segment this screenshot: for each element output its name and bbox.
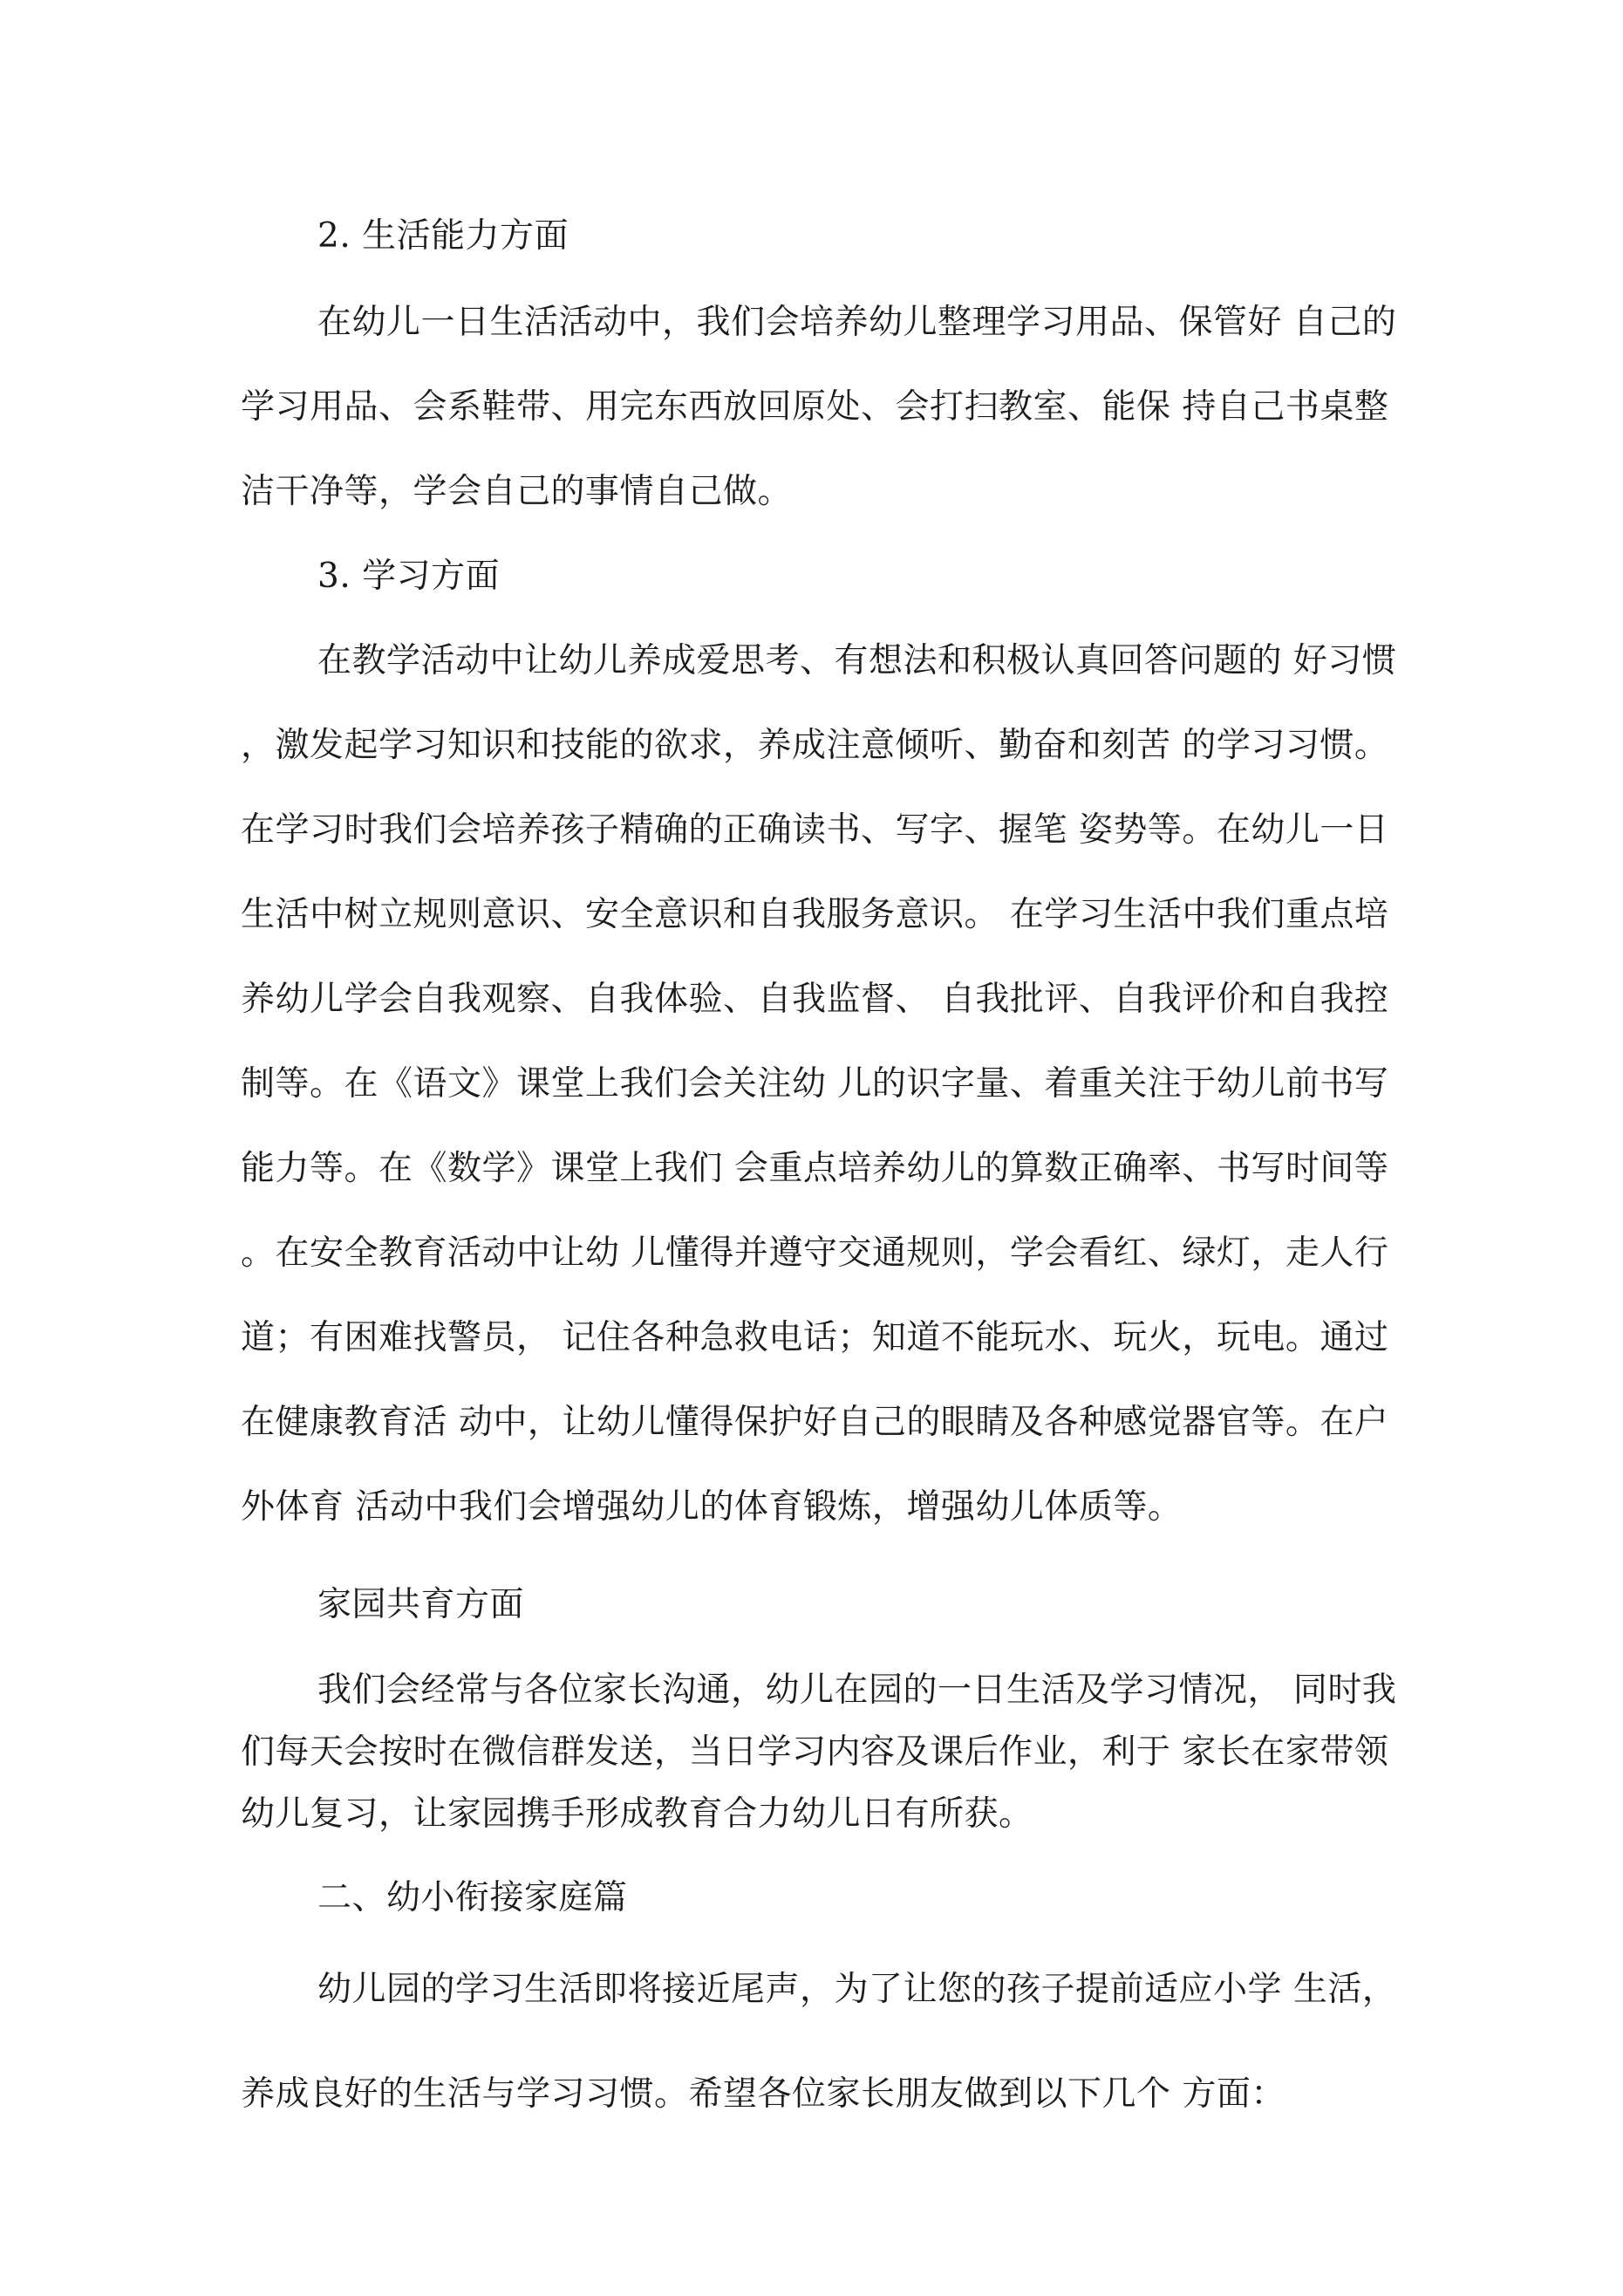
paragraph-line: 洁干净等，学会自己的事情自己做。 bbox=[241, 472, 793, 511]
paragraph-line: 外体育 活动中我们会增强幼儿的体育锻炼，增强幼儿体质等。 bbox=[241, 1487, 1183, 1527]
paragraph-line: 。在安全教育活动中让幼 儿懂得并遵守交通规则，学会看红、绿灯，走人行 bbox=[241, 1233, 1389, 1273]
paragraph-line: 在学习时我们会培养孩子精确的正确读书、写字、握笔 姿势等。在幼儿一日 bbox=[241, 810, 1389, 850]
paragraph-line: 幼儿园的学习生活即将接近尾声，为了让您的孩子提前适应小学 生活， bbox=[317, 1970, 1397, 2009]
paragraph-line: 学习用品、会系鞋带、用完东西放回原处、会打扫教室、能保 持自己书桌整 bbox=[241, 387, 1389, 427]
section-heading-family: 二、幼小衔接家庭篇 bbox=[317, 1878, 628, 1917]
paragraph-line: 在教学活动中让幼儿养成爱思考、有想法和积极认真回答问题的 好习惯 bbox=[317, 641, 1397, 680]
paragraph-line: 生活中树立规则意识、安全意识和自我服务意识。 在学习生活中我们重点培 bbox=[241, 895, 1389, 934]
paragraph-line: 在幼儿一日生活活动中，我们会培养幼儿整理学习用品、保管好 自己的 bbox=[317, 303, 1397, 342]
paragraph-line: 们每天会按时在微信群发送，当日学习内容及课后作业，利于 家长在家带领 bbox=[241, 1732, 1389, 1772]
paragraph-line: ，激发起学习知识和技能的欲求，养成注意倾听、勤奋和刻苦 的学习习惯。 bbox=[241, 726, 1389, 765]
paragraph-line: 能力等。在《数学》课堂上我们 会重点培养幼儿的算数正确率、书写时间等 bbox=[241, 1149, 1389, 1188]
paragraph-line: 制等。在《语文》课堂上我们会关注幼 儿的识字量、着重关注于幼儿前书写 bbox=[241, 1064, 1389, 1104]
section-heading-home-school: 家园共育方面 bbox=[317, 1585, 525, 1624]
section-heading-life-skills: 2. 生活能力方面 bbox=[317, 216, 569, 256]
section-heading-learning: 3. 学习方面 bbox=[317, 557, 501, 596]
paragraph-line: 道；有困难找警员， 记住各种急救电话；知道不能玩水、玩火，玩电。通过 bbox=[241, 1318, 1389, 1357]
paragraph-line: 养成良好的生活与学习习惯。希望各位家长朋友做到以下几个 方面： bbox=[241, 2074, 1285, 2114]
paragraph-line: 我们会经常与各位家长沟通，幼儿在园的一日生活及学习情况， 同时我 bbox=[317, 1671, 1397, 1710]
paragraph-line: 幼儿复习，让家园携手形成教育合力幼儿日有所获。 bbox=[241, 1794, 1033, 1834]
paragraph-line: 养幼儿学会自我观察、自我体验、自我监督、 自我批评、自我评价和自我控 bbox=[241, 980, 1389, 1019]
paragraph-line: 在健康教育活 动中，让幼儿懂得保护好自己的眼睛及各种感觉器官等。在户 bbox=[241, 1403, 1389, 1442]
